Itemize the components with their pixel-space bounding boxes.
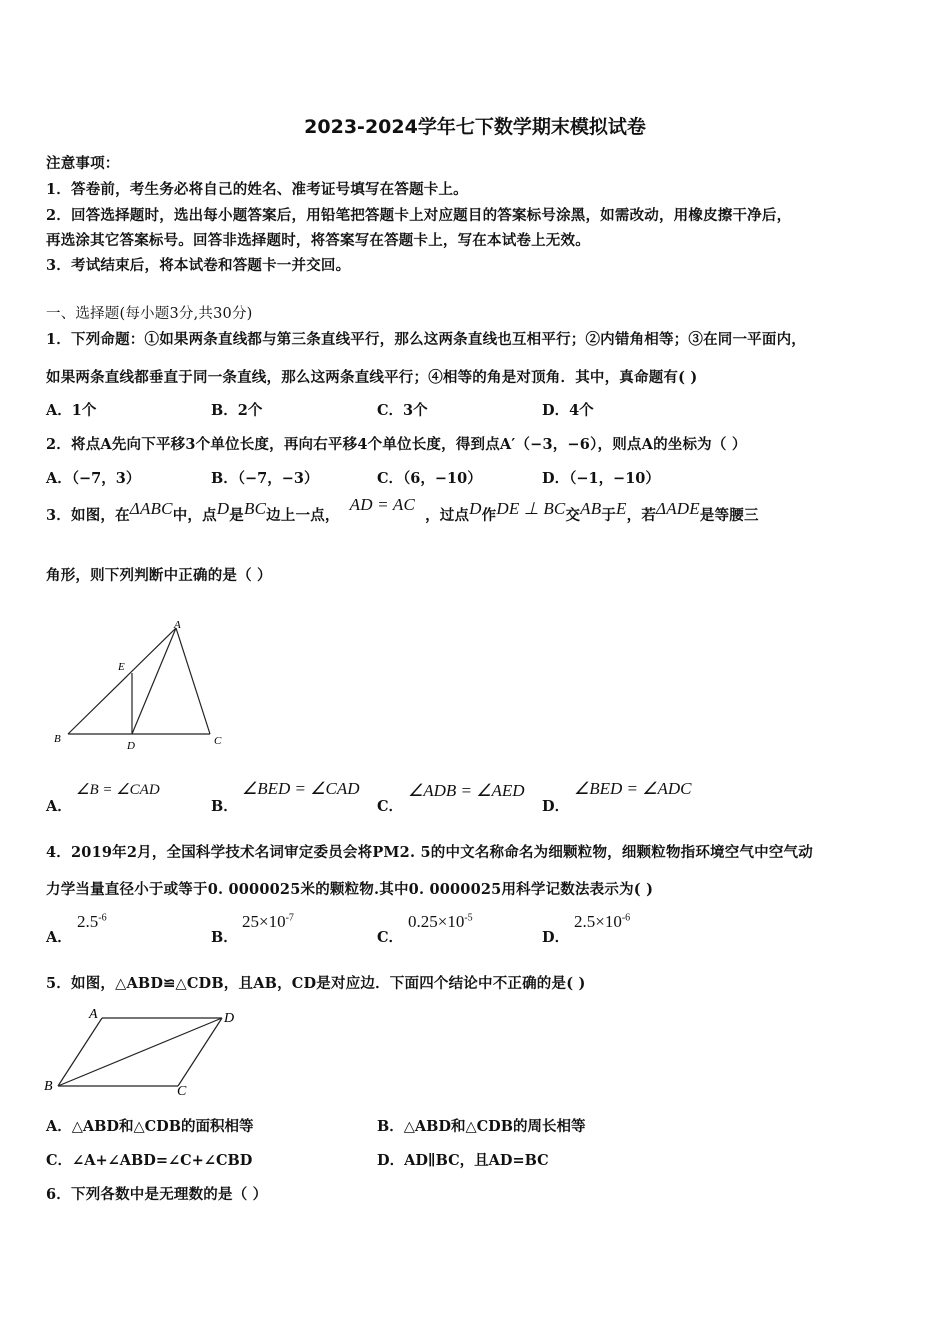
q3-text: 交 xyxy=(565,507,581,524)
q2-option-b[interactable]: B．（−7，−3） xyxy=(211,470,319,487)
segment-bd xyxy=(58,1018,222,1086)
label-b: B xyxy=(44,1079,53,1094)
q4-option-a-base: 2.5 xyxy=(77,912,99,931)
q3-math: AD = AC xyxy=(349,495,416,514)
q4-option-c-value[interactable] xyxy=(408,912,473,932)
label-e: E xyxy=(118,661,125,673)
q4-option-b-value[interactable] xyxy=(242,912,294,932)
q3-math: D xyxy=(469,499,482,518)
q3-math: ΔADE xyxy=(656,499,700,518)
q4-stem-line1: 4．2019年2月，全国科学技术名词审定委员会将PM2. 5的中文名称命名为细颗粒物，细颗粒物指环境空气中空气动 xyxy=(46,844,813,861)
q6-stem: 6．下列各数中是无理数的是（ ） xyxy=(46,1186,268,1203)
segment-dc xyxy=(178,1018,222,1086)
q3-option-d-letter[interactable]: D． xyxy=(542,798,570,815)
q5-option-a[interactable]: A．△ABD和△CDB的面积相等 xyxy=(46,1118,254,1135)
label-d: D xyxy=(127,740,135,752)
label-c: C xyxy=(177,1084,187,1098)
label-a: A xyxy=(89,1007,98,1022)
q3-text: 作 xyxy=(481,507,497,524)
q4-option-b-exp: -7 xyxy=(285,912,294,924)
notice-item: 1．答卷前，考生务必将自己的姓名、准考证号填写在答题卡上。 xyxy=(46,181,468,198)
notice-item: 再选涂其它答案标号。回答非选择题时，将答案写在答题卡上，写在本试卷上无效。 xyxy=(46,232,590,249)
label-c: C xyxy=(214,735,222,747)
q5-option-c[interactable]: C．∠A+∠ABD=∠C+∠CBD xyxy=(46,1152,253,1169)
notice-heading: 注意事项： xyxy=(46,155,120,172)
q3-option-b-value[interactable]: ∠BED = ∠CAD xyxy=(242,779,360,798)
q4-option-b-base: 25×10 xyxy=(242,912,286,931)
q3-stem-line1 xyxy=(46,495,759,525)
q3-triangle-figure xyxy=(46,616,236,756)
segment-ba xyxy=(68,628,176,734)
q3-option-c-value[interactable]: ∠ADB = ∠AED xyxy=(408,781,525,800)
q3-text: 于 xyxy=(601,507,617,524)
segment-ba xyxy=(58,1018,102,1086)
q1-option-b[interactable]: B．2个 xyxy=(211,402,263,419)
notice-item: 3．考试结束后，将本试卷和答题卡一并交回。 xyxy=(46,257,351,274)
q3-option-a-letter[interactable]: A． xyxy=(46,798,72,815)
q1-stem-line2: 如果两条直线都垂直于同一条直线，那么这两条直线平行；④相等的角是对顶角．其中，真命题有( ) xyxy=(46,369,698,386)
q3-math: DE ⊥ BC xyxy=(496,499,566,518)
q4-option-c-base: 0.25×10 xyxy=(408,912,465,931)
q3-option-c-letter[interactable]: C． xyxy=(377,798,404,815)
segment-ac xyxy=(176,628,210,734)
q1-option-a[interactable]: A．1个 xyxy=(46,402,97,419)
q3-math: ΔABC xyxy=(129,499,173,518)
q5-option-b[interactable]: B．△ABD和△CDB的周长相等 xyxy=(377,1118,586,1135)
q3-option-a-value[interactable]: ∠B = ∠CAD xyxy=(76,782,160,798)
q3-text: 是 xyxy=(229,507,244,524)
q4-option-b-letter[interactable]: B． xyxy=(211,929,238,946)
exam-title: 2023-2024学年七下数学期末模拟试卷 xyxy=(304,116,646,138)
q3-math: E xyxy=(616,499,627,518)
q3-math: BC xyxy=(243,499,267,518)
q4-option-d-exp: -6 xyxy=(621,912,631,924)
q2-option-a[interactable]: A．（−7，3） xyxy=(46,470,141,487)
q4-option-c-exp: -5 xyxy=(464,912,473,924)
q1-option-c[interactable]: C．3个 xyxy=(377,402,428,419)
label-d: D xyxy=(224,1011,235,1026)
q4-option-d-letter[interactable]: D． xyxy=(542,929,570,946)
q3-option-d-value[interactable]: ∠BED = ∠ADC xyxy=(574,779,692,798)
q3-math: AB xyxy=(580,499,602,518)
q3-text: ，若 xyxy=(626,507,657,524)
q4-option-d-value[interactable] xyxy=(574,912,630,932)
q3-text: 边上一点， xyxy=(266,507,340,524)
q5-option-d[interactable]: D．AD∥BC，且AD=BC xyxy=(377,1152,549,1169)
q1-option-d[interactable]: D．4个 xyxy=(542,402,594,419)
label-a: A xyxy=(174,619,181,631)
q3-text: 3．如图，在 xyxy=(46,507,130,524)
q4-option-c-letter[interactable]: C． xyxy=(377,929,404,946)
notice-item: 2．回答选择题时，选出每小题答案后，用铅笔把答题卡上对应题目的答案标号涂黑，如需改动，用橡皮擦干净后， xyxy=(46,207,792,224)
q2-option-c[interactable]: C．（6，−10） xyxy=(377,470,482,487)
q4-option-a-letter[interactable]: A． xyxy=(46,929,72,946)
q5-stem: 5．如图，△ABD≌△CDB，且AB，CD是对应边．下面四个结论中不正确的是( ) xyxy=(46,975,586,992)
q3-option-b-letter[interactable]: B． xyxy=(211,798,238,815)
q4-option-a-value[interactable] xyxy=(77,912,107,932)
q3-text: 是等腰三 xyxy=(699,507,759,524)
q3-math: D xyxy=(216,499,230,518)
q4-option-d-base: 2.5×10 xyxy=(574,912,622,931)
q3-text: ，过点 xyxy=(425,507,470,524)
q3-stem-line2: 角形，则下列判断中正确的是（ ） xyxy=(46,567,272,584)
section-heading: 一、选择题(每小题3分,共30分) xyxy=(46,306,253,322)
q3-text: 中，点 xyxy=(172,507,217,524)
label-b: B xyxy=(54,733,61,745)
q4-stem-line2: 力学当量直径小于或等于0. 0000025米的颗粒物.其中0. 0000025用科学记数法表示为( ) xyxy=(46,881,654,898)
q2-stem: 2．将点A先向下平移3个单位长度，再向右平移4个单位长度，得到点A′（−3，−6），则点A的坐标为（ ） xyxy=(46,436,747,453)
q2-option-d[interactable]: D．（−1，−10） xyxy=(542,470,660,487)
q1-stem-line1: 1．下列命题：①如果两条直线都与第三条直线平行，那么这两条直线也互相平行；②内错角相等；③在同一平面内， xyxy=(46,331,806,348)
segment-ad xyxy=(132,628,176,734)
q5-parallelogram-figure xyxy=(40,1002,250,1098)
q4-option-a-exp: -6 xyxy=(98,912,107,924)
